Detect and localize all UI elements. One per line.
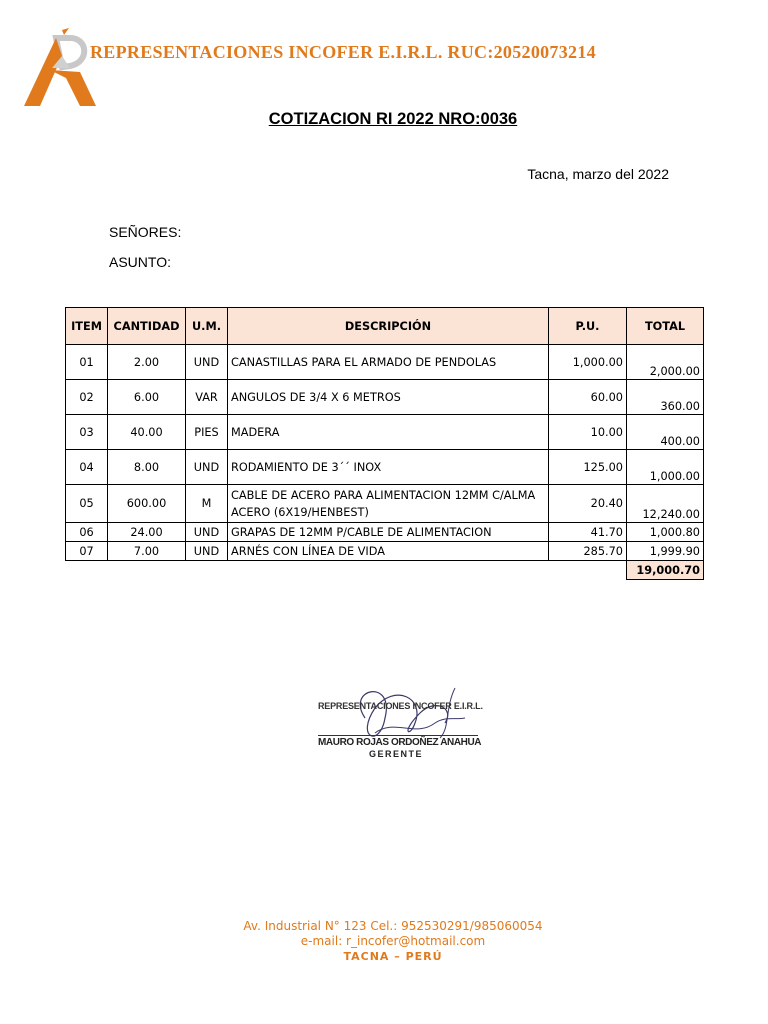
company-logo-icon <box>22 26 102 110</box>
cell-item: 06 <box>66 523 108 542</box>
cell-um: UND <box>186 542 228 561</box>
table-row <box>66 450 704 485</box>
table-row <box>66 380 704 415</box>
table-row <box>66 485 704 523</box>
cell-cantidad: 2.00 <box>108 345 186 380</box>
cell-um: M <box>186 485 228 523</box>
cell-pu: 20.40 <box>590 497 623 510</box>
footer-city: TACNA – PERÚ <box>343 950 443 963</box>
cell-descripcion: CABLE DE ACERO PARA ALIMENTACION 12MM C/ALMA ACERO (6X19/HENBEST) <box>228 485 549 523</box>
cell-item: 07 <box>66 542 108 561</box>
cell-descripcion: ARNÉS CON LÍNEA DE VIDA <box>228 542 549 561</box>
table-row <box>66 523 704 542</box>
table-row <box>66 345 704 380</box>
header-pu: P.U. <box>549 308 627 345</box>
grand-total-row <box>66 561 704 580</box>
table-row <box>66 415 704 450</box>
table-row <box>66 542 704 561</box>
cell-cantidad: 6.00 <box>108 380 186 415</box>
cell-item: 02 <box>66 380 108 415</box>
cell-cantidad: 7.00 <box>108 542 186 561</box>
cell-total: 12,240.00 <box>627 485 704 523</box>
cell-item: 05 <box>66 485 108 523</box>
cell-pu: 41.70 <box>549 523 627 542</box>
asunto-label: ASUNTO: <box>109 254 171 270</box>
cell-pu: 60.00 <box>590 390 623 404</box>
cell-item: 01 <box>66 345 108 380</box>
footer <box>0 919 768 964</box>
cell-total: 1,999.90 <box>627 542 704 561</box>
cell-pu: 125.00 <box>583 460 623 474</box>
header-um: U.M. <box>186 308 228 345</box>
cell-pu: 1,000.00 <box>572 355 623 369</box>
cell-item: 04 <box>66 450 108 485</box>
place-date: Tacna, marzo del 2022 <box>527 166 669 182</box>
cell-total: 360.00 <box>627 380 704 415</box>
cell-um: PIES <box>186 415 228 450</box>
cell-pu: 10.00 <box>590 425 623 439</box>
header-item: ITEM <box>66 308 108 345</box>
cell-descripcion: ANGULOS DE 3/4 X 6 METROS <box>228 380 549 415</box>
cell-descripcion: MADERA <box>228 415 549 450</box>
senores-label: SEÑORES: <box>109 224 182 240</box>
signature-line <box>318 735 478 736</box>
cell-descripcion: CANASTILLAS PARA EL ARMADO DE PENDOLAS <box>228 345 549 380</box>
signature-name: MAURO ROJAS ORDOÑEZ ANAHUA <box>318 737 482 748</box>
company-name: REPRESENTACIONES INCOFER E.I.R.L. RUC:20520073214 <box>90 42 596 62</box>
signature-role: GERENTE <box>369 749 424 759</box>
cell-cantidad: 8.00 <box>108 450 186 485</box>
cell-pu: 285.70 <box>549 542 627 561</box>
cell-descripcion: GRAPAS DE 12MM P/CABLE DE ALIMENTACION <box>228 523 549 542</box>
signature-company: REPRESENTACIONES INCOFER E.I.R.L. <box>318 701 483 711</box>
cell-total: 400.00 <box>627 415 704 450</box>
header-cantidad: CANTIDAD <box>108 308 186 345</box>
cell-cantidad: 24.00 <box>108 523 186 542</box>
cell-total: 2,000.00 <box>627 345 704 380</box>
quotation-table <box>65 307 704 580</box>
cell-total: 1,000.00 <box>627 450 704 485</box>
cell-um: UND <box>186 345 228 380</box>
footer-address: Av. Industrial N° 123 Cel.: 952530291/985060054 <box>243 919 543 933</box>
document-title: COTIZACION RI 2022 NRO:0036 <box>268 110 518 128</box>
cell-item: 03 <box>66 415 108 450</box>
cell-total: 1,000.80 <box>627 523 704 542</box>
cell-um: UND <box>186 450 228 485</box>
cell-um: VAR <box>186 380 228 415</box>
header-descripcion: DESCRIPCIÓN <box>228 308 549 345</box>
header-total: TOTAL <box>627 308 704 345</box>
cell-um: UND <box>186 523 228 542</box>
grand-total: 19,000.70 <box>627 561 704 580</box>
footer-email: e-mail: r_incofer@hotmail.com <box>300 934 486 948</box>
cell-cantidad: 600.00 <box>108 485 186 523</box>
cell-descripcion: RODAMIENTO DE 3´´ INOX <box>228 450 549 485</box>
cell-cantidad: 40.00 <box>108 415 186 450</box>
